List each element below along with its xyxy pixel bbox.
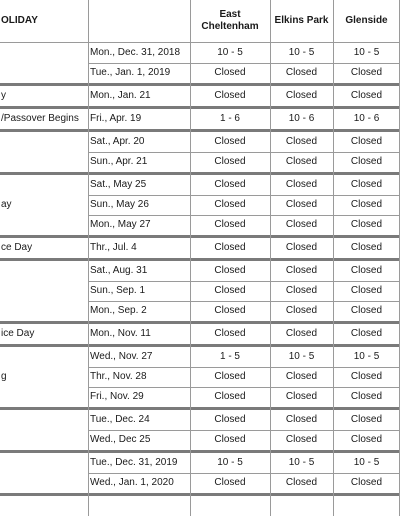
hours-glenside: Closed [350, 90, 383, 101]
hours-glenside: Closed [350, 371, 383, 382]
date-cell: Sun., Apr. 21 [90, 156, 148, 167]
hours-east: Closed [214, 371, 246, 382]
date-cell: Tue., Dec. 24 [90, 414, 150, 425]
hours-glenside: Closed [350, 414, 383, 425]
hours-east: 1 - 5 [219, 351, 240, 362]
hours-glenside: Closed [350, 305, 383, 316]
header-line: East [219, 9, 241, 20]
hours-east: Closed [214, 90, 246, 101]
hours-east: Closed [214, 179, 246, 190]
hours-elkins: 10 - 6 [288, 113, 315, 124]
hours-elkins: Closed [285, 285, 318, 296]
hours-elkins: Closed [285, 219, 318, 230]
hours-elkins: 10 - 5 [288, 457, 315, 468]
date-cell: Mon., Nov. 11 [90, 328, 151, 339]
hours-east: Closed [214, 305, 246, 316]
holiday-name: ice Day [1, 328, 35, 339]
date-cell: Wed., Dec 25 [90, 434, 151, 445]
hours-elkins: Closed [285, 67, 318, 78]
holiday-name: ay [1, 199, 12, 210]
hours-east: Closed [214, 414, 246, 425]
hours-glenside: Closed [350, 434, 383, 445]
hours-glenside: Closed [350, 265, 383, 276]
hours-glenside: Closed [350, 67, 383, 78]
date-cell: Mon., Sep. 2 [90, 305, 147, 316]
hours-elkins: Closed [285, 156, 318, 167]
header-line: Cheltenham [201, 21, 259, 32]
hours-east: Closed [214, 391, 246, 402]
date-cell: Mon., Dec. 31, 2018 [90, 47, 181, 58]
hours-glenside: Closed [350, 179, 383, 190]
hours-glenside: Closed [350, 199, 383, 210]
date-cell: Wed., Nov. 27 [90, 351, 153, 362]
column-divider [190, 0, 191, 516]
hours-elkins: Closed [285, 391, 318, 402]
hours-elkins: Closed [285, 179, 318, 190]
hours-elkins: Closed [285, 477, 318, 488]
hours-glenside: 10 - 6 [353, 113, 380, 124]
hours-east: Closed [214, 265, 246, 276]
hours-elkins: Closed [285, 136, 318, 147]
date-cell: Sat., Aug. 31 [90, 265, 148, 276]
hours-east: Closed [214, 199, 246, 210]
column-divider [333, 0, 334, 516]
column-divider [88, 0, 89, 516]
hours-east: Closed [214, 328, 246, 339]
hours-east: Closed [214, 67, 246, 78]
date-cell: Tue., Dec. 31, 2019 [90, 457, 178, 468]
hours-glenside: Closed [350, 391, 383, 402]
header-date [88, 0, 190, 42]
hours-glenside: Closed [350, 156, 383, 167]
hours-east: Closed [214, 477, 246, 488]
hours-glenside: 10 - 5 [353, 351, 380, 362]
hours-east: Closed [214, 242, 246, 253]
date-cell: Fri., Apr. 19 [90, 113, 142, 124]
date-cell: Thr., Jul. 4 [90, 242, 137, 253]
hours-glenside: Closed [350, 219, 383, 230]
date-cell: Wed., Jan. 1, 2020 [90, 477, 174, 488]
hours-east: 10 - 5 [217, 47, 243, 58]
date-cell: Tue., Jan. 1, 2019 [90, 67, 171, 78]
holiday-name: /Passover Begins [1, 113, 79, 124]
hours-glenside: Closed [350, 328, 383, 339]
hours-glenside: 10 - 5 [353, 457, 380, 468]
date-cell: Thr., Nov. 28 [90, 371, 147, 382]
hours-elkins: 10 - 5 [288, 351, 315, 362]
column-divider [270, 0, 271, 516]
hours-elkins: Closed [285, 90, 318, 101]
hours-elkins: Closed [285, 305, 318, 316]
date-cell: Sat., May 25 [90, 179, 147, 190]
hours-glenside: 10 - 5 [353, 47, 380, 58]
hours-glenside: Closed [350, 242, 383, 253]
hours-elkins: Closed [285, 265, 318, 276]
hours-elkins: 10 - 5 [288, 47, 315, 58]
hours-east: Closed [214, 285, 246, 296]
date-cell: Mon., May 27 [90, 219, 151, 230]
hours-east: 1 - 6 [219, 113, 240, 124]
hours-east: 10 - 5 [217, 457, 243, 468]
hours-glenside: Closed [350, 285, 383, 296]
hours-glenside: Closed [350, 136, 383, 147]
group-separator [0, 493, 400, 496]
hours-east: Closed [214, 219, 246, 230]
hours-elkins: Closed [285, 199, 318, 210]
hours-east: Closed [214, 156, 246, 167]
date-cell: Sun., May 26 [90, 199, 149, 210]
hours-elkins: Closed [285, 242, 318, 253]
date-cell: Sun., Sep. 1 [90, 285, 146, 296]
header-glenside: Glenside [345, 15, 388, 26]
holiday-name: ce Day [1, 242, 33, 253]
header-holiday: OLIDAY [1, 15, 38, 26]
header-east [190, 0, 270, 42]
hours-elkins: Closed [285, 434, 318, 445]
date-cell: Sat., Apr. 20 [90, 136, 145, 147]
hours-elkins: Closed [285, 371, 318, 382]
holiday-name: y [1, 90, 6, 101]
hours-elkins: Closed [285, 414, 318, 425]
hours-east: Closed [214, 136, 246, 147]
date-cell: Mon., Jan. 21 [90, 90, 151, 101]
hours-east: Closed [214, 434, 246, 445]
date-cell: Fri., Nov. 29 [90, 391, 144, 402]
holiday-name: g [1, 371, 7, 382]
hours-glenside: Closed [350, 477, 383, 488]
hours-elkins: Closed [285, 328, 318, 339]
header-elkins: Elkins Park [274, 15, 329, 26]
